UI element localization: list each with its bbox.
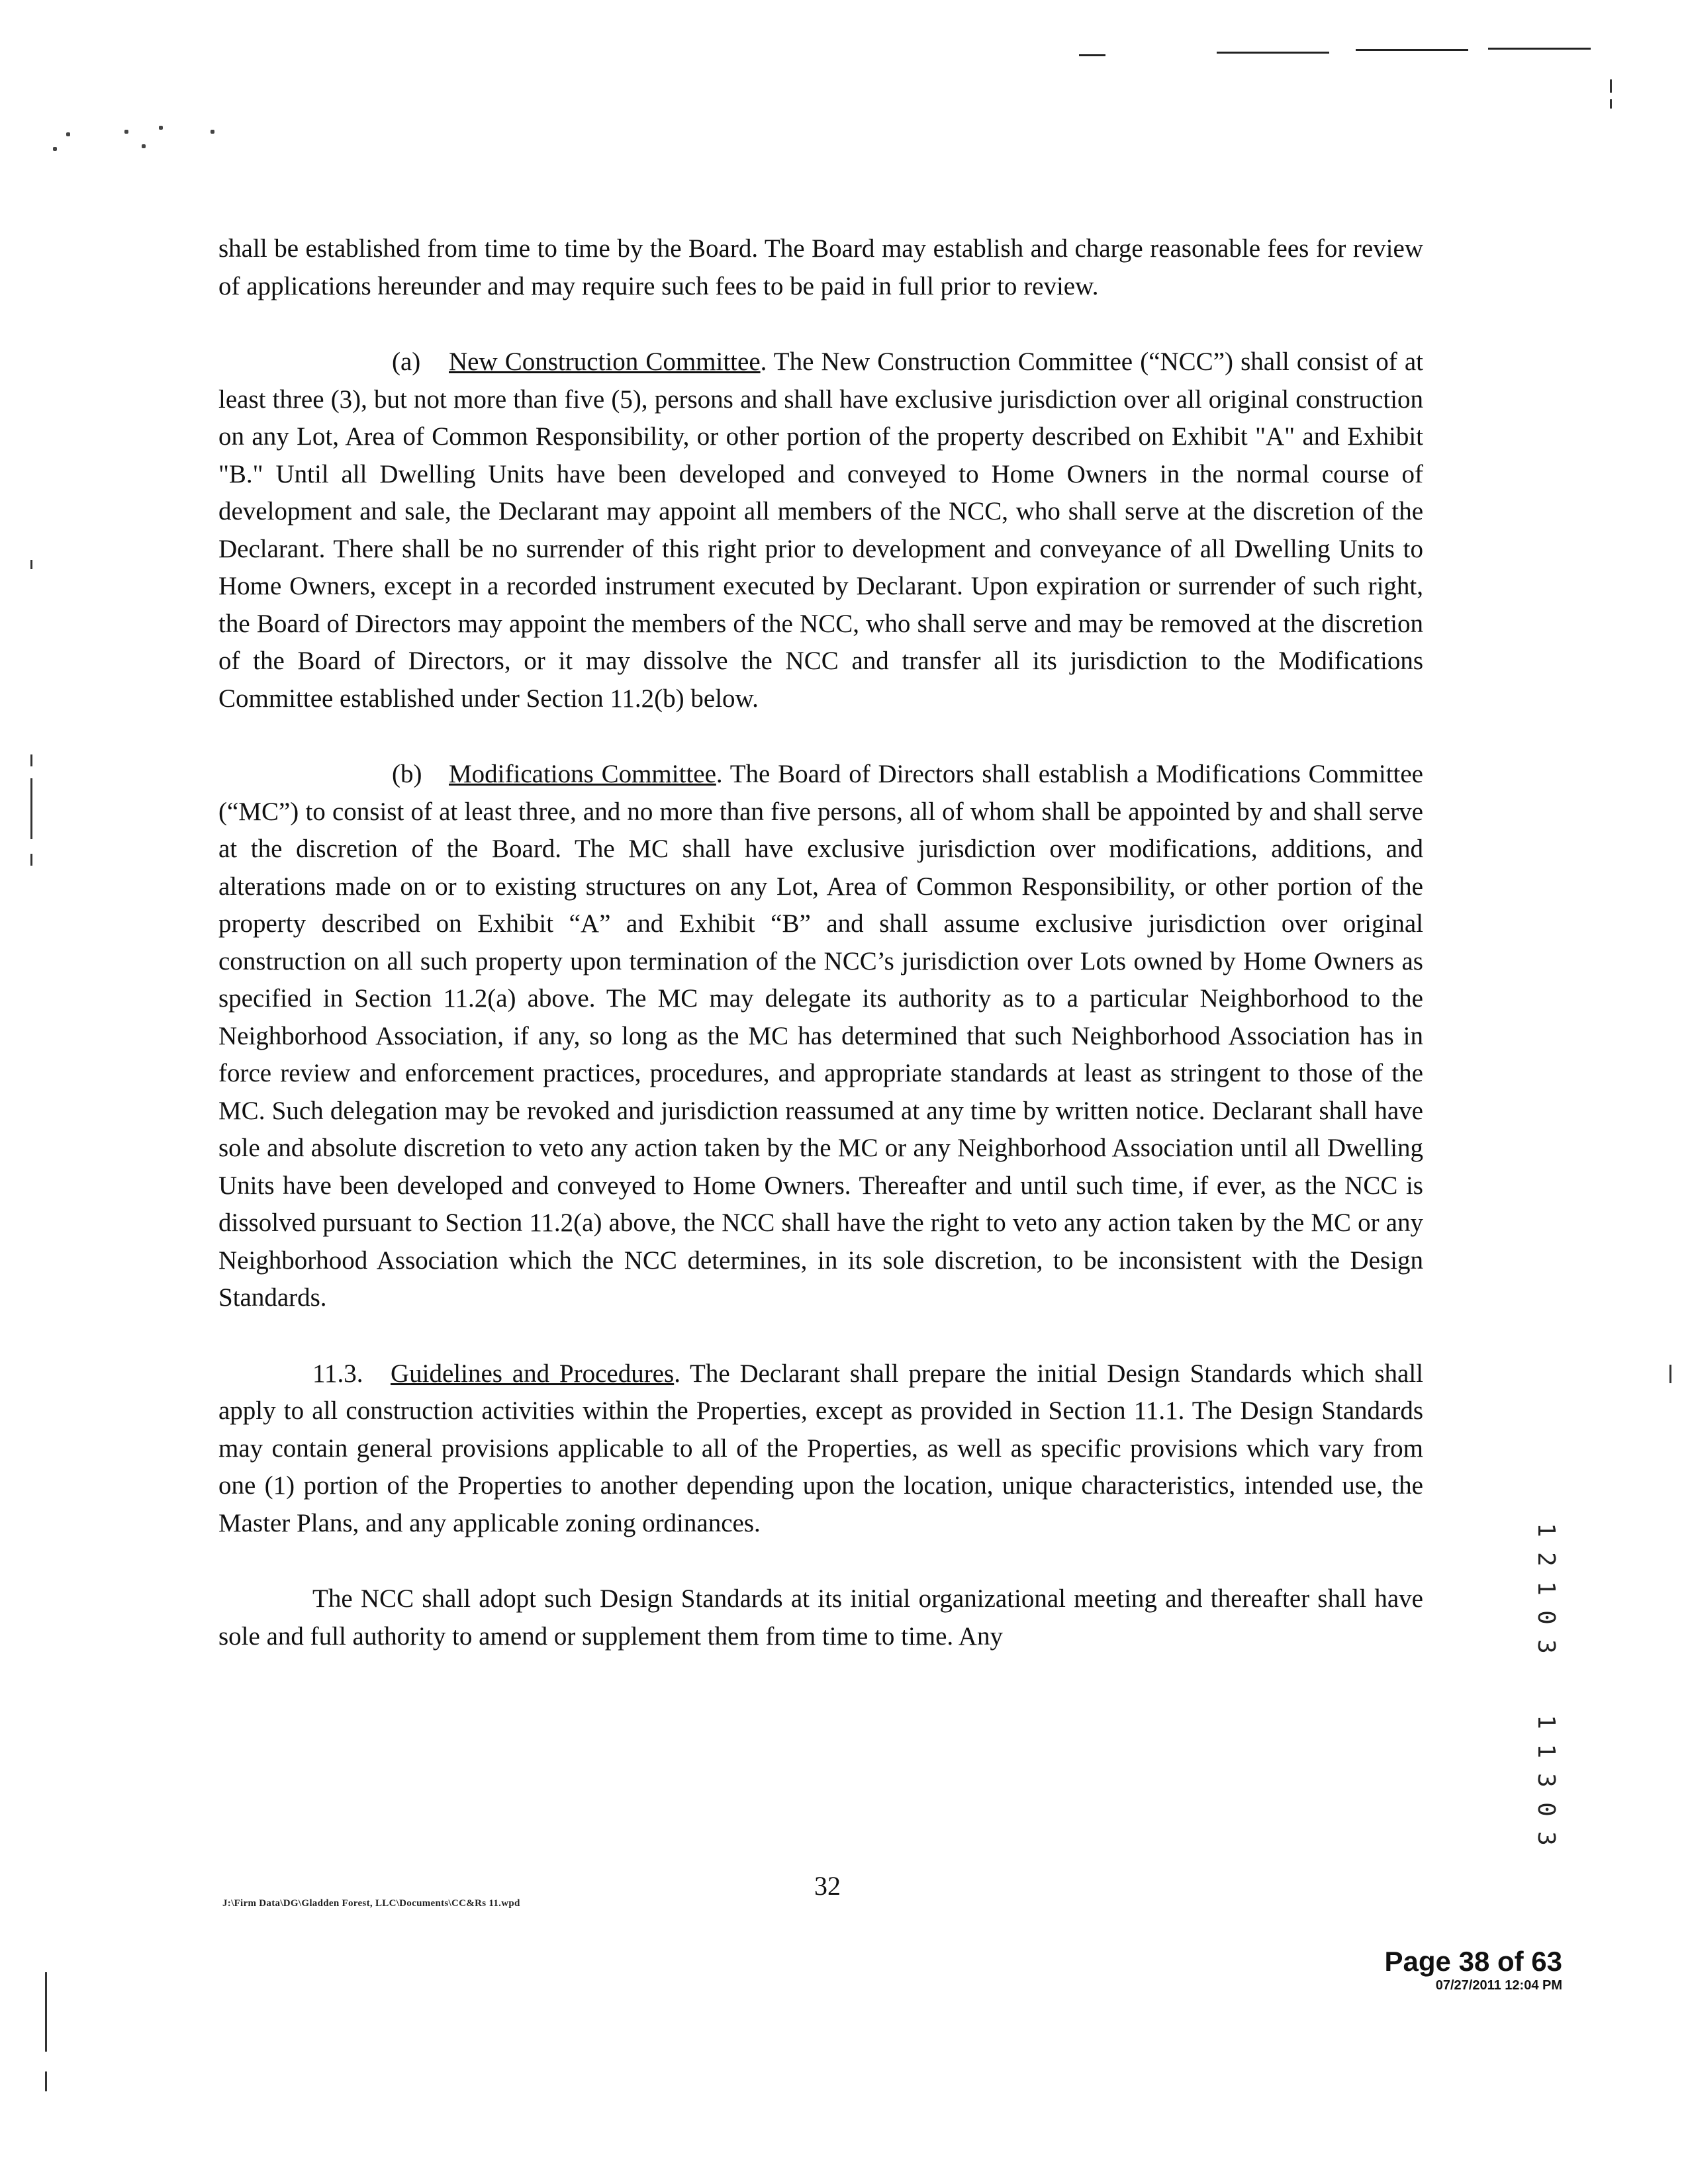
stamp-digit: 2	[1532, 1552, 1560, 1567]
paragraph-continuation: shall be established from time to time by the Board. The Board may establish and charge reasonable fees for review of applications hereunder and may require such fees to be paid in full prior to review.	[218, 234, 1423, 300]
scan-speck	[53, 147, 57, 151]
section-text: . The Declarant shall prepare the initial Design Standards which shall apply to all construction activities within the Properties, except as provided in Section 11.1. The Design Standards may contain general provisions applicable to all of the Properties, as well as specific provisions which vary from one (1) portion of the Properties to another depending upon the location, unique characteristics, intended use, the Master Plans, and any applicable zoning ordinances.	[218, 1359, 1424, 1537]
scan-rule	[1356, 49, 1468, 51]
scan-mark	[30, 560, 32, 569]
section-heading: Guidelines and Procedures	[391, 1359, 675, 1388]
file-path: J:\Firm Data\DG\Gladden Forest, LLC\Documents\CC&Rs 11.wpd	[222, 1898, 520, 1909]
page-count-label: Page 38 of 63	[1384, 1946, 1562, 1977]
stamp-digit: 3	[1532, 1639, 1560, 1654]
section-text: . The Board of Directors shall establish a Modifications Committee (“MC”) to consist of at least three, and no more than five persons, all of whom shall be appointed by and shall serve at the discretion of the Board. The MC shall have exclusive jurisdiction over modifications, additions, and alterations made on or to existing structures on any Lot, Area of Common Responsibility, or other portion of the property described on Exhibit “A” and Exhibit “B” and shall assume exclusive jurisdiction over original construction on all such property upon termination of the NCC’s jurisdiction over Lots owned by Home Owners as specified in Section 11.2(a) above. The MC may delegate its authority as to a particular Neighborhood to the Neighborhood Association, if any, so long as the MC has determined that such Neighborhood Association has in force review and enforcement practices, procedures, and appropriate standards at least as stringent to those of the MC. Such delegation may be revoked and jurisdiction reassumed at any time by written notice. Declarant shall have sole and absolute discretion to veto any action taken by the MC or any Neighborhood Association until all Dwelling Units have been developed and conveyed to Home Owners. Thereafter and until such time, if ever, as the NCC is dissolved pursuant to Section 11.2(a) above, the NCC shall have the right to veto any action taken by the MC or any Neighborhood Association which the NCC determines, in its sole discretion, to be inconsistent with the Design Standards.	[218, 760, 1423, 1312]
stamp-digit: 3	[1532, 1831, 1560, 1846]
page-info	[1337, 1946, 1562, 1993]
paragraph-design-standards: The NCC shall adopt such Design Standards at its initial organizational meeting and thereafter shall have sole and full authority to amend or supplement them from time to time. Any	[218, 1584, 1423, 1651]
recording-stamp	[1532, 1516, 1559, 1661]
recorded-datetime: 07/27/2011 12:04 PM	[1435, 1978, 1562, 1993]
scan-mark	[1669, 1365, 1671, 1383]
scan-rule	[1079, 54, 1105, 56]
stamp-digit: 1	[1532, 1715, 1560, 1729]
section-marker: (a)	[392, 347, 421, 376]
scan-mark	[30, 754, 32, 766]
scan-speck	[124, 130, 128, 134]
scan-speck	[66, 132, 70, 136]
document-body	[218, 230, 1423, 1655]
section-number: 11.3.	[312, 1359, 363, 1388]
scan-mark	[30, 854, 32, 866]
stamp-digit: 1	[1532, 1581, 1560, 1596]
scan-rule	[1217, 52, 1329, 54]
scan-mark	[1610, 79, 1612, 93]
stamp-digit: 0	[1532, 1610, 1560, 1625]
scan-speck	[211, 130, 214, 134]
scan-mark	[45, 2071, 47, 2091]
section-heading: New Construction Committee	[449, 347, 761, 376]
scan-rule	[1488, 48, 1591, 50]
stamp-digit: 1	[1532, 1523, 1560, 1537]
section-heading: Modifications Committee	[449, 760, 716, 788]
scan-mark	[1610, 99, 1612, 109]
section-marker: (b)	[392, 760, 422, 788]
section-text: . The New Construction Committee (“NCC”) shall consist of at least three (3), but not more than five (5), persons and shall have exclusive jurisdiction over all original construction on any Lot, Area of Common Responsibility, or other portion of the property described on Exhibit "A" and Exhibit "B." Until all Dwelling Units have been developed and conveyed to Home Owners in the normal course of development and sale, the Declarant may appoint all members of the NCC, who shall serve at the discretion of the Declarant. There shall be no surrender of this right prior to development and conveyance of all Dwelling Units to Home Owners, except in a recorded instrument executed by Declarant. Upon expiration or surrender of such right, the Board of Directors may appoint the members of the NCC, who shall serve and may be removed at the discretion of the Board of Directors, or it may dissolve the NCC and transfer all its jurisdiction to the Modifications Committee established under Section 11.2(b) below.	[218, 347, 1423, 713]
paragraph-11-2-a	[218, 343, 1423, 717]
scan-speck	[142, 144, 146, 148]
scan-mark	[45, 1972, 47, 2052]
scan-speck	[159, 126, 163, 130]
paragraph-11-2-b	[218, 756, 1423, 1317]
paragraph-11-3	[218, 1355, 1423, 1543]
stamp-digit: 1	[1532, 1744, 1560, 1758]
stamp-digit: 3	[1532, 1773, 1560, 1788]
recording-stamp	[1532, 1707, 1559, 1853]
scan-mark	[30, 778, 32, 839]
stamp-digit: 0	[1532, 1802, 1560, 1817]
page-number: 32	[814, 1871, 841, 1901]
